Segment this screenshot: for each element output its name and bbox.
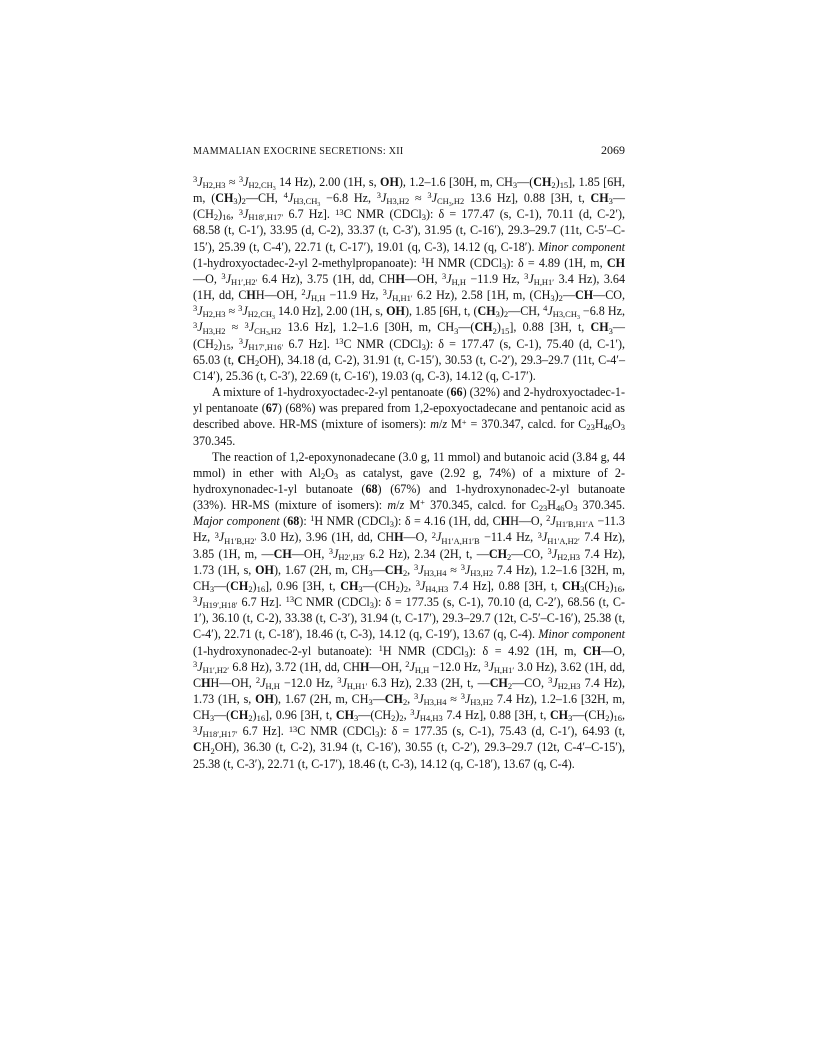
journal-page (193, 143, 625, 772)
paragraph-butanoate: The reaction of 1,2-epoxynonadecane (3.0 g, 11 mmol) and butanoic acid (3.84 g, 44 mmol) in ether with $Al_2O_3$ as catalyst, gave (2.92 g, 74%) of a mixture of 2-hydroxynonadec-1-yl butanoate (68) (67%) and 1-hydroxynonadec-2-yl butanoate (33%). HR-MS (mixture of isomers): m/z M+ 370.345, calcd. for $C_{23}H_{46}O_3$ 370.345. Major component (68): $^1$H NMR (CDCl$_3$): δ = 4.16 (1H, dd, CHH—O, $^2J_{H1'B,H1'A} -11.3$ Hz, $^3J_{H1'B,H2'}$ 3.0 Hz), 3.96 (1H, dd, CHH—O, $^2J_{H1'A,H1'B} -11.4$ Hz, $^3J_{H1'A,H2'}$ 7.4 Hz), 3.85 (1H, m, —CH—OH, $^3J_{H2',H3'}$ 6.2 Hz), 2.34 (2H, t, $—CH_2—CO$, $^3J_{H2,H3}$ 7.4 Hz), 1.73 (1H, s, OH), 1.67 (2H, m, $CH_3—CH_2$, $^3J_{H3,H4} \approx ^3J_{H3,H2}$ 7.4 Hz), 1.2–1.6 [32H, m, $CH_3—(CH_2)_{16}$], 0.96 [3H, t, $CH_3—(CH_2)_2$, $^3J_{H4,H3}$ 7.4 Hz], 0.88 [3H, t, $CH_3(CH_2)_{16}$, $^3J_{H19',H18'}$ 6.7 Hz]. $^{13}$C NMR (CDCl$_3$): δ = 177.35 (s, C-1), 70.10 (d, C-2′), 68.56 (t, C-1′), 36.10 (t, C-2), 33.38 (t, C-3′), 31.94 (t, C-17′), 29.3–29.7 (12t, C-5′–C-16′), 25.38 (t, C-4′), 22.71 (t, C-18′), 18.46 (t, C-3), 14.12 (q, C-19′), 13.67 (q, C-4). Minor component (1-hydroxynonadec-2-yl butanoate): $^1$H NMR (CDCl$_3$): δ = 4.92 (1H, m, CH—O, $^3J_{H1',H2'}$ 6.8 Hz), 3.72 (1H, dd, CHH—OH, $^2J_{H,H} -12.0$ Hz, $^3J_{H,H1'}$ 3.0 Hz), 3.62 (1H, dd, CHH—OH, $^2J_{H,H} -12.0$ Hz, $^3J_{H,H1'}$ 6.3 Hz), 2.33 (2H, t, $—CH_2—CO$, $^3J_{H2,H3}$ 7.4 Hz), 1.73 (1H, s, OH), 1.67 (2H, m, $CH_3—CH_2$, $^3J_{H3,H4} \approx ^3J_{H3,H2}$ 7.4 Hz), 1.2–1.6 [32H, m, $CH_3—(CH_2)_{16}$], 0.96 [3H, t, $CH_3—(CH_2)_2$, $^3J_{H4,H3}$ 7.4 Hz], 0.88 [3H, t, $CH_3—(CH_2)_{16}$, $^3J_{H18',H17'}$ 6.7 Hz]. $^{13}$C NMR (CDCl$_3$): δ = 177.35 (s, C-1), 75.43 (d, C-1′), 64.93 (t, $CH_2OH$), 36.30 (t, C-2), 31.94 (t, C-16′), 30.55 (t, C-2′), 29.3–29.7 (12t, C-4′–C-15′), 25.38 (t, C-3′), 22.71 (t, C-17′), 18.46 (t, C-3), 14.12 (q, C-18′), 13.67 (q, C-4). (193, 449, 626, 771)
running-title: MAMMALIAN EXOCRINE SECRETIONS: XII (193, 146, 404, 157)
running-header (193, 143, 625, 174)
article-body (193, 174, 625, 772)
page-number: 2069 (601, 143, 625, 157)
paragraph-continued: $^3J_{H2,H3} \approx ^3J_{H2,CH_3}$ 14 Hz), 2.00 (1H, s, OH), 1.2–1.6 [30H, m, $CH_3—(CH_2)_{15}$], 1.85 [6H, m, $(CH_3)_2—CH$, $^4J_{H3,CH_3} -6.8$ Hz, $^3J_{H3,H2} \approx ^3J_{CH_3,H2}$ 13.6 Hz], 0.88 [3H, t, $CH_3—(CH_2)_{16}$, $^3J_{H18',H17'}$ 6.7 Hz]. $^{13}$C NMR (CDCl$_3$): δ = 177.47 (s, C-1), 70.11 (d, C-2′), 68.58 (t, C-1′), 33.95 (d, C-2), 33.37 (t, C-3′), 31.95 (t, C-16′), 29.3–29.7 (11t, C-5′–C-15′), 25.39 (t, C-4′), 22.71 (t, C-17′), 19.01 (q, C-3), 14.12 (q, C-18′). Minor component (1-hydroxyoctadec-2-yl 2-methylpropanoate): $^1$H NMR (CDCl$_3$): δ = 4.89 (1H, m, CH—O, $^3J_{H1',H2'}$ 6.4 Hz), 3.75 (1H, dd, CHH—OH, $^3J_{H,H} -11.9$ Hz, $^3J_{H,H1'}$ 3.4 Hz), 3.64 (1H, dd, CHH—OH, $^2J_{H,H} -11.9$ Hz, $^3J_{H,H1'}$ 6.2 Hz), 2.58 [1H, m, $(CH_3)_2—CH—CO$, $^3J_{H2,H3} \approx ^3J_{H2,CH_3}$ 14.0 Hz], 2.00 (1H, s, OH), 1.85 [6H, t, $(CH_3)_2—CH$, $^4J_{H3,CH_3} -6.8$ Hz, $^3J_{H3,H2} \approx ^3J_{CH_3,H2}$ 13.6 Hz], 1.2–1.6 [30H, m, $CH_3—(CH_2)_{15}$], 0.88 [3H, t, $CH_3—(CH_2)_{15}$, $^3J_{H17',H16'}$ 6.7 Hz]. $^{13}$C NMR (CDCl$_3$): δ = 177.47 (s, C-1), 75.40 (d, C-1′), 65.03 (t, $CH_2OH$), 34.18 (d, C-2), 31.91 (t, C-15′), 30.53 (t, C-2′), 29.3–29.7 (11t, C-4′–C14′), 25.36 (t, C-3′), 22.69 (t, C-16′), 19.03 (q, C-3), 14.12 (q, C-17′). (193, 174, 626, 383)
paragraph-pentanoate: A mixture of 1-hydroxyoctadec-2-yl pentanoate (66) (32%) and 2-hydroxyoctadec-1-yl pentanoate (67) (68%) was prepared from 1,2-epoxyoctadecane and pentanoic acid as described above. HR-MS (mixture of isomers): m/z M+ = 370.347, calcd. for $C_{23}H_{46}O_3$ 370.345. (193, 385, 625, 448)
